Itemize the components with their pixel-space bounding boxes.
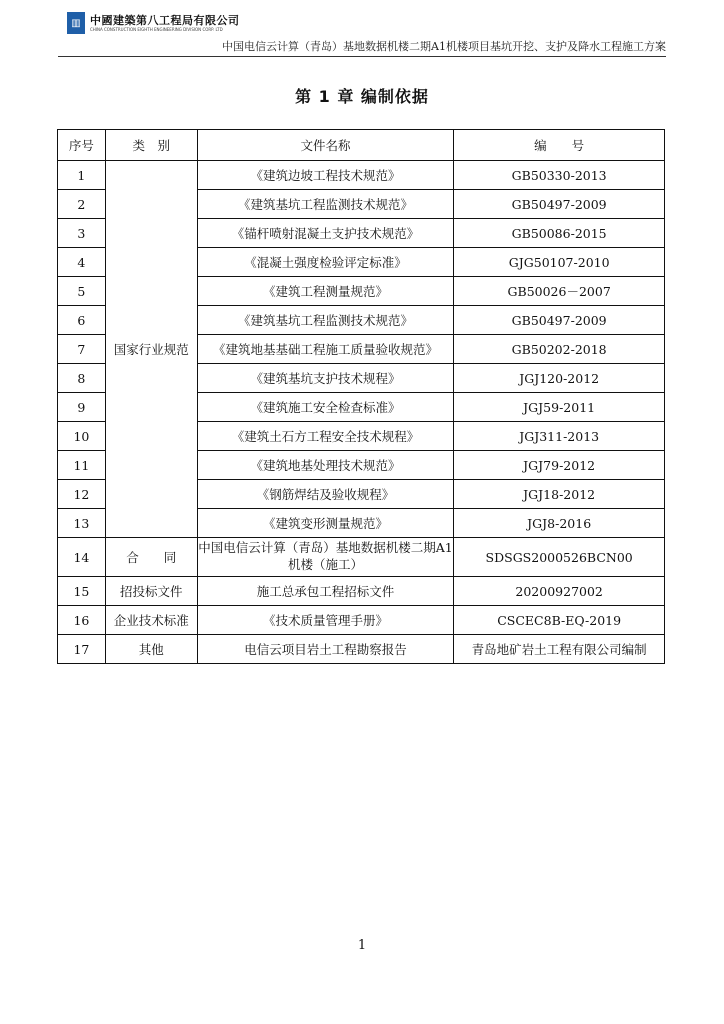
- row-code: GB50330-2013: [454, 161, 665, 190]
- chapter-title: 第 1 章 编制依据: [295, 87, 429, 106]
- row-category: 国家行业规范: [105, 161, 197, 538]
- row-document-name: 中国电信云计算（青岛）基地数据机楼二期A1机楼（施工）: [197, 538, 454, 577]
- row-document-name: 《混凝土强度检验评定标准》: [197, 248, 454, 277]
- row-serial: 8: [58, 364, 106, 393]
- row-serial: 1: [58, 161, 106, 190]
- row-code: JGJ8-2016: [454, 509, 665, 538]
- row-code: GB50026－2007: [454, 277, 665, 306]
- row-document-name: 《建筑施工安全检查标准》: [197, 393, 454, 422]
- company-name-en: CHINA CONSTRUCTION EIGHTH ENGINEERING DIVISION CORP. LTD: [90, 26, 223, 32]
- row-code: SDSGS2000526BCN00: [454, 538, 665, 577]
- row-document-name: 《建筑边坡工程技术规范》: [197, 161, 454, 190]
- header-divider: [58, 56, 666, 57]
- row-document-name: 《建筑地基基础工程施工质量验收规范》: [197, 335, 454, 364]
- row-serial: 5: [58, 277, 106, 306]
- row-code: 青岛地矿岩土工程有限公司编制: [454, 635, 665, 664]
- table-row: [58, 538, 665, 577]
- row-code: GB50086-2015: [454, 219, 665, 248]
- row-document-name: 施工总承包工程招标文件: [197, 577, 454, 606]
- row-code: CSCEC8B-EQ-2019: [454, 606, 665, 635]
- document-header-title: 中国电信云计算（青岛）基地数据机楼二期A1机楼项目基坑开挖、支护及降水工程施工方案: [222, 40, 666, 53]
- row-serial: 16: [58, 606, 106, 635]
- table-row: [58, 606, 665, 635]
- row-serial: 2: [58, 190, 106, 219]
- row-document-name: 电信云项目岩土工程勘察报告: [197, 635, 454, 664]
- row-serial: 14: [58, 538, 106, 577]
- row-category: 企业技术标准: [105, 606, 197, 635]
- company-name-cn: 中國建築第八工程局有限公司: [90, 13, 240, 27]
- row-category: 其他: [105, 635, 197, 664]
- row-serial: 13: [58, 509, 106, 538]
- row-serial: 12: [58, 480, 106, 509]
- company-logo: [67, 12, 240, 34]
- table-body: [58, 161, 665, 664]
- header-document-name: 文件名称: [197, 130, 454, 161]
- company-emblem-icon: ▥: [67, 12, 85, 34]
- row-code: JGJ18-2012: [454, 480, 665, 509]
- row-serial: 4: [58, 248, 106, 277]
- row-code: JGJ311-2013: [454, 422, 665, 451]
- table-row: [58, 635, 665, 664]
- row-document-name: 《钢筋焊结及验收规程》: [197, 480, 454, 509]
- row-category: 合 同: [105, 538, 197, 577]
- row-code: JGJ79-2012: [454, 451, 665, 480]
- row-serial: 11: [58, 451, 106, 480]
- row-code: GJG50107-2010: [454, 248, 665, 277]
- row-code: 20200927002: [454, 577, 665, 606]
- row-document-name: 《锚杆喷射混凝土支护技术规范》: [197, 219, 454, 248]
- row-category: 招投标文件: [105, 577, 197, 606]
- row-document-name: 《建筑基坑工程监测技术规范》: [197, 190, 454, 219]
- row-serial: 10: [58, 422, 106, 451]
- row-code: JGJ120-2012: [454, 364, 665, 393]
- page-number: 1: [357, 938, 367, 953]
- row-serial: 3: [58, 219, 106, 248]
- row-serial: 6: [58, 306, 106, 335]
- row-code: GB50497-2009: [454, 306, 665, 335]
- header-code: 编 号: [454, 130, 665, 161]
- row-document-name: 《建筑地基处理技术规范》: [197, 451, 454, 480]
- table-row: [58, 577, 665, 606]
- row-serial: 15: [58, 577, 106, 606]
- row-document-name: 《建筑工程测量规范》: [197, 277, 454, 306]
- row-document-name: 《建筑土石方工程安全技术规程》: [197, 422, 454, 451]
- header-serial: 序号: [58, 130, 106, 161]
- row-document-name: 《建筑基坑支护技术规程》: [197, 364, 454, 393]
- header-category: 类 别: [105, 130, 197, 161]
- row-code: JGJ59-2011: [454, 393, 665, 422]
- row-document-name: 《建筑变形测量规范》: [197, 509, 454, 538]
- row-code: GB50497-2009: [454, 190, 665, 219]
- table-header-row: [58, 130, 665, 161]
- row-document-name: 《建筑基坑工程监测技术规范》: [197, 306, 454, 335]
- row-serial: 7: [58, 335, 106, 364]
- row-document-name: 《技术质量管理手册》: [197, 606, 454, 635]
- row-serial: 17: [58, 635, 106, 664]
- row-serial: 9: [58, 393, 106, 422]
- row-code: GB50202-2018: [454, 335, 665, 364]
- basis-table: [57, 129, 665, 664]
- table-row: [58, 161, 665, 190]
